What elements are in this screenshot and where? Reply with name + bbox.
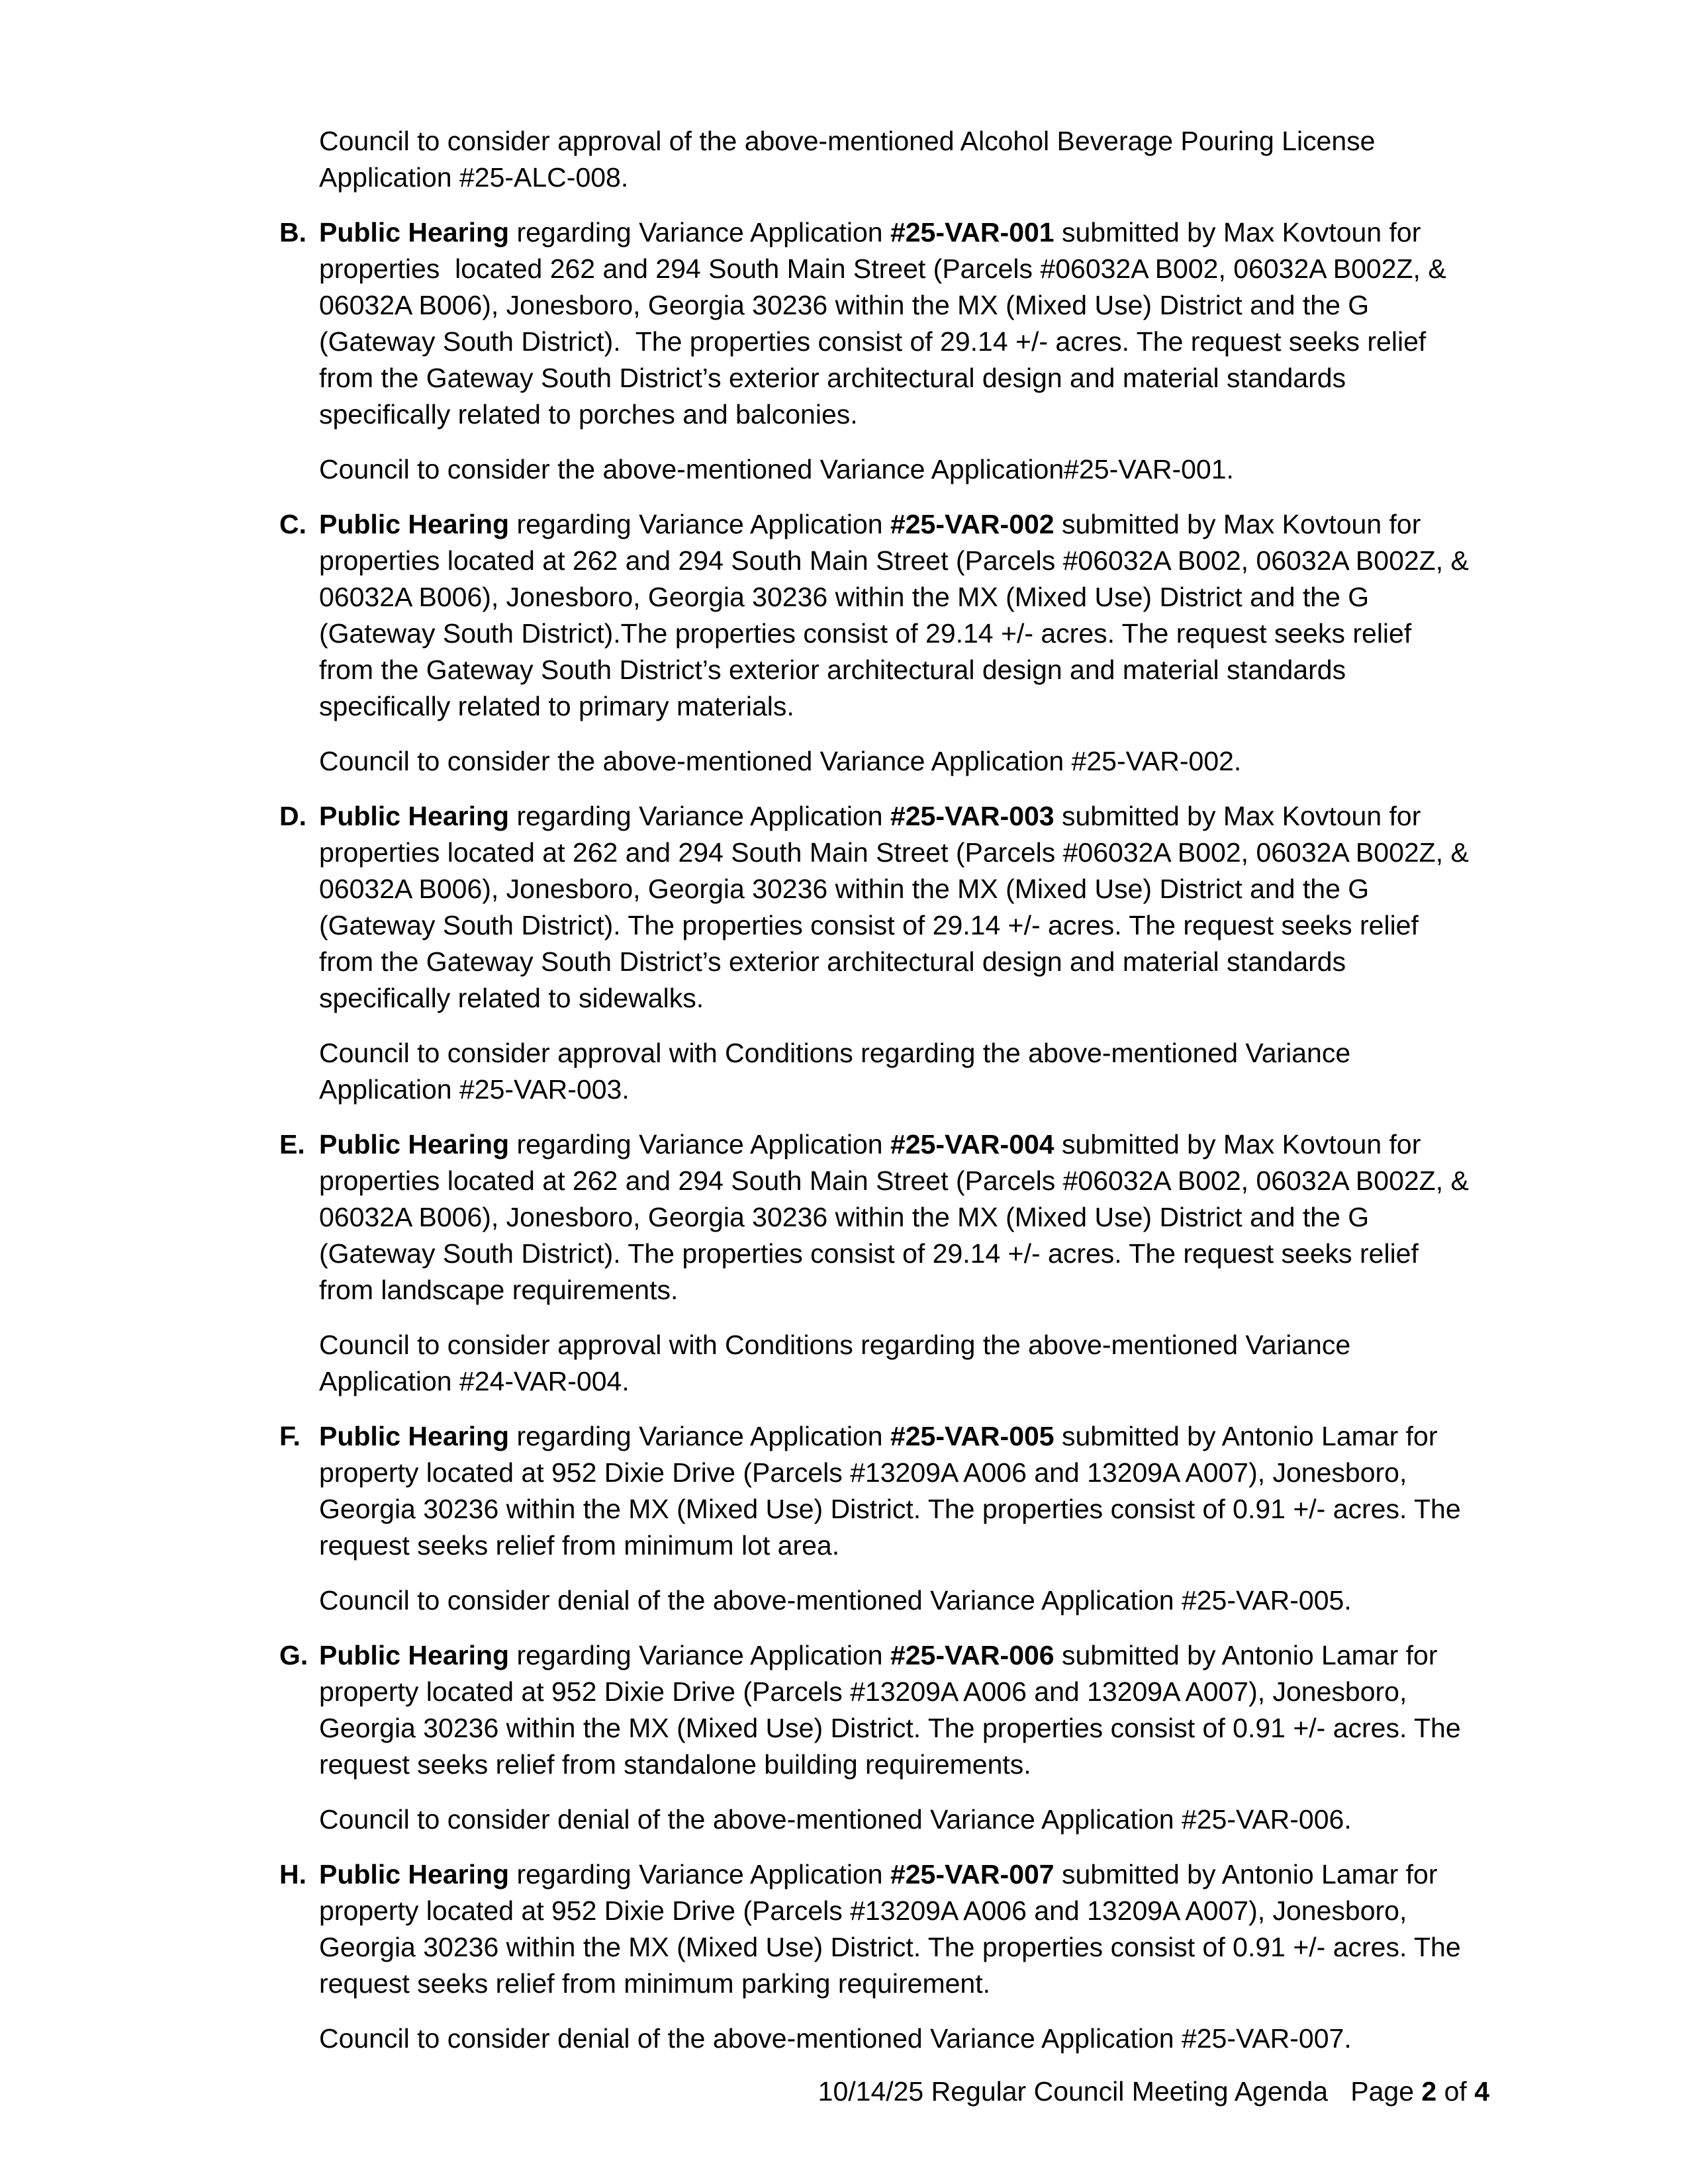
body-text: (Gateway South District).The properties consist of 29.14 +/- acres. The request seeks relief: [319, 618, 1412, 649]
footer-text: of: [1436, 2076, 1475, 2107]
council-action-G: [319, 1801, 1511, 1838]
text-line: [319, 360, 1511, 396]
body-text: 06032A B006), Jonesboro, Georgia 30236 within the MX (Mixed Use) District and the G: [319, 290, 1370, 320]
body-text: Georgia 30236 within the MX (Mixed Use) District. The properties consist of 0.91 +/- acres. The: [319, 1932, 1461, 1962]
text-line: [319, 159, 1511, 196]
text-line: [319, 1071, 1511, 1108]
bold-text: #25-VAR-004: [890, 1129, 1055, 1160]
body-text: Council to consider approval of the above-mentioned Alcohol Beverage Pouring License: [319, 126, 1376, 156]
item-letter: G.: [279, 1640, 308, 1670]
body-text: property located at 952 Dixie Drive (Parcels #13209A A006 and 13209A A007), Jonesboro,: [319, 1676, 1407, 1707]
bold-text: Public Hearing: [319, 1421, 510, 1451]
text-line: [279, 798, 1511, 835]
text-line: [319, 980, 1511, 1017]
item-letter: B.: [279, 217, 306, 248]
bold-text: #25-VAR-001: [890, 217, 1055, 248]
body-text: properties located at 262 and 294 South Main Street (Parcels #06032A B002, 06032A B002Z, &: [319, 1165, 1469, 1196]
body-text: (Gateway South District). The properties consist of 29.14 +/- acres. The request seeks relief: [319, 1238, 1419, 1269]
body-text: properties located at 262 and 294 South Main Street (Parcels #06032A B002, 06032A B002Z, &: [319, 545, 1469, 576]
text-line: [319, 543, 1511, 579]
council-action-B: [319, 451, 1511, 488]
body-text: Application #24-VAR-004.: [319, 1366, 630, 1396]
body-text: 06032A B006), Jonesboro, Georgia 30236 within the MX (Mixed Use) District and the G: [319, 582, 1370, 612]
body-text: from the Gateway South District’s exterior architectural design and material standards: [319, 946, 1346, 977]
body-text: Council to consider denial of the above-mentioned Variance Application #25-VAR-006.: [319, 1804, 1352, 1835]
body-text: submitted by Max Kovtoun for: [1054, 801, 1421, 831]
intro-council-action: [319, 123, 1511, 196]
body-text: 06032A B006), Jonesboro, Georgia 30236 within the MX (Mixed Use) District and the G: [319, 1202, 1370, 1232]
body-text: regarding Variance Application: [509, 509, 890, 539]
body-text: regarding Variance Application: [509, 1640, 890, 1670]
body-text: property located at 952 Dixie Drive (Parcels #13209A A006 and 13209A A007), Jonesboro,: [319, 1457, 1407, 1488]
text-line: [319, 1710, 1511, 1747]
text-line: [319, 743, 1511, 780]
text-line: [319, 1893, 1511, 1929]
body-text: Council to consider the above-mentioned Variance Application#25-VAR-001.: [319, 454, 1234, 484]
bold-text: Public Hearing: [319, 801, 510, 831]
text-line: [319, 835, 1511, 871]
text-line: [279, 1856, 1511, 1893]
council-action-D: [319, 1035, 1511, 1108]
body-text: Council to consider denial of the above-mentioned Variance Application #25-VAR-005.: [319, 1585, 1352, 1615]
text-line: [279, 506, 1511, 543]
body-text: (Gateway South District). The properties consist of 29.14 +/- acres. The request seeks relief: [319, 910, 1419, 940]
bold-text: Public Hearing: [319, 1640, 510, 1670]
text-line: [319, 944, 1511, 980]
body-text: submitted by Antonio Lamar for: [1054, 1640, 1438, 1670]
footer-page-number: 4: [1474, 2076, 1489, 2107]
body-text: regarding Variance Application: [509, 1129, 890, 1160]
text-line: [319, 1035, 1511, 1071]
council-action-F: [319, 1582, 1511, 1619]
body-text: regarding Variance Application: [509, 801, 890, 831]
bold-text: Public Hearing: [319, 217, 510, 248]
text-line: [319, 1801, 1511, 1838]
text-line: [279, 1637, 1511, 1674]
text-line: [319, 2021, 1511, 2057]
text-line: [319, 451, 1511, 488]
body-text: properties located 262 and 294 South Main Street (Parcels #06032A B002, 06032A B002Z, &: [319, 253, 1446, 284]
text-line: [319, 1966, 1511, 2002]
body-text: regarding Variance Application: [509, 217, 890, 248]
item-letter: C.: [279, 509, 306, 539]
text-line: [319, 615, 1511, 652]
body-text: regarding Variance Application: [509, 1421, 890, 1451]
text-line: [319, 907, 1511, 944]
body-text: Council to consider the above-mentioned Variance Application #25-VAR-002.: [319, 746, 1242, 776]
text-line: [319, 1272, 1511, 1308]
body-text: Council to consider denial of the above-mentioned Variance Application #25-VAR-007.: [319, 2023, 1352, 2054]
item-letter: D.: [279, 801, 306, 831]
body-text: 06032A B006), Jonesboro, Georgia 30236 within the MX (Mixed Use) District and the G: [319, 874, 1370, 904]
agenda-body: [279, 123, 1511, 2075]
bold-text: #25-VAR-003: [890, 801, 1055, 831]
footer-text: 10/14/25 Regular Council Meeting Agenda Page: [818, 2076, 1422, 2107]
agenda-item-C: [279, 506, 1511, 725]
body-text: submitted by Antonio Lamar for: [1054, 1421, 1438, 1451]
body-text: Georgia 30236 within the MX (Mixed Use) District. The properties consist of 0.91 +/- acres. The: [319, 1713, 1461, 1743]
body-text: Council to consider approval with Conditions regarding the above-mentioned Variance: [319, 1330, 1351, 1360]
body-text: specifically related to primary materials.: [319, 691, 794, 721]
page-footer: [818, 2073, 1489, 2110]
text-line: [319, 1363, 1511, 1400]
bold-text: Public Hearing: [319, 1859, 510, 1889]
text-line: [319, 1163, 1511, 1199]
agenda-item-D: [279, 798, 1511, 1017]
text-line: [319, 1491, 1511, 1527]
agenda-item-B: [279, 214, 1511, 433]
text-line: [319, 1327, 1511, 1363]
text-line: [319, 123, 1511, 159]
bold-text: #25-VAR-005: [890, 1421, 1055, 1451]
text-line: [319, 1929, 1511, 1966]
agenda-item-E: [279, 1126, 1511, 1308]
bold-text: Public Hearing: [319, 509, 510, 539]
council-action-C: [319, 743, 1511, 780]
bold-text: #25-VAR-007: [890, 1859, 1055, 1889]
text-line: [319, 1236, 1511, 1272]
text-line: [319, 652, 1511, 688]
text-line: [319, 396, 1511, 433]
bold-text: #25-VAR-002: [890, 509, 1055, 539]
body-text: Council to consider approval with Conditions regarding the above-mentioned Variance: [319, 1038, 1351, 1068]
agenda-item-F: [279, 1418, 1511, 1564]
body-text: submitted by Max Kovtoun for: [1054, 509, 1421, 539]
text-line: [319, 579, 1511, 615]
text-line: [279, 1126, 1511, 1163]
text-line: [319, 287, 1511, 324]
body-text: request seeks relief from minimum lot area.: [319, 1530, 840, 1561]
text-line: [319, 1455, 1511, 1491]
text-line: [319, 251, 1511, 287]
text-line: [279, 1418, 1511, 1455]
body-text: request seeks relief from minimum parking requirement.: [319, 1968, 990, 1999]
text-line: [319, 1747, 1511, 1783]
body-text: regarding Variance Application: [509, 1859, 890, 1889]
agenda-item-H: [279, 1856, 1511, 2002]
text-line: [319, 688, 1511, 725]
item-letter: F.: [279, 1421, 301, 1451]
text-line: [279, 214, 1511, 251]
body-text: submitted by Max Kovtoun for: [1054, 1129, 1421, 1160]
text-line: [319, 324, 1511, 360]
body-text: submitted by Antonio Lamar for: [1054, 1859, 1438, 1889]
bold-text: #25-VAR-006: [890, 1640, 1055, 1670]
body-text: Application #25-VAR-003.: [319, 1074, 630, 1105]
text-line: [319, 1199, 1511, 1236]
footer-page-number: 2: [1421, 2076, 1437, 2107]
body-text: specifically related to sidewalks.: [319, 983, 704, 1013]
agenda-item-G: [279, 1637, 1511, 1783]
body-text: properties located at 262 and 294 South Main Street (Parcels #06032A B002, 06032A B002Z, &: [319, 837, 1469, 868]
body-text: from the Gateway South District’s exterior architectural design and material standards: [319, 363, 1346, 393]
text-line: [319, 1582, 1511, 1619]
text-line: [319, 1527, 1511, 1564]
text-line: [319, 1674, 1511, 1710]
body-text: specifically related to porches and balconies.: [319, 399, 858, 430]
body-text: property located at 952 Dixie Drive (Parcels #13209A A006 and 13209A A007), Jonesboro,: [319, 1895, 1407, 1926]
council-action-H: [319, 2021, 1511, 2057]
body-text: from landscape requirements.: [319, 1275, 679, 1305]
item-letter: E.: [279, 1129, 305, 1160]
body-text: submitted by Max Kovtoun for: [1054, 217, 1421, 248]
body-text: from the Gateway South District’s exterior architectural design and material standards: [319, 655, 1346, 685]
text-line: [319, 871, 1511, 907]
body-text: (Gateway South District). The properties consist of 29.14 +/- acres. The request seeks relief: [319, 326, 1427, 357]
council-action-E: [319, 1327, 1511, 1400]
bold-text: Public Hearing: [319, 1129, 510, 1160]
body-text: request seeks relief from standalone building requirements.: [319, 1749, 1031, 1780]
body-text: Georgia 30236 within the MX (Mixed Use) District. The properties consist of 0.91 +/- acres. The: [319, 1494, 1461, 1524]
body-text: Application #25-ALC-008.: [319, 162, 629, 193]
item-letter: H.: [279, 1859, 306, 1889]
